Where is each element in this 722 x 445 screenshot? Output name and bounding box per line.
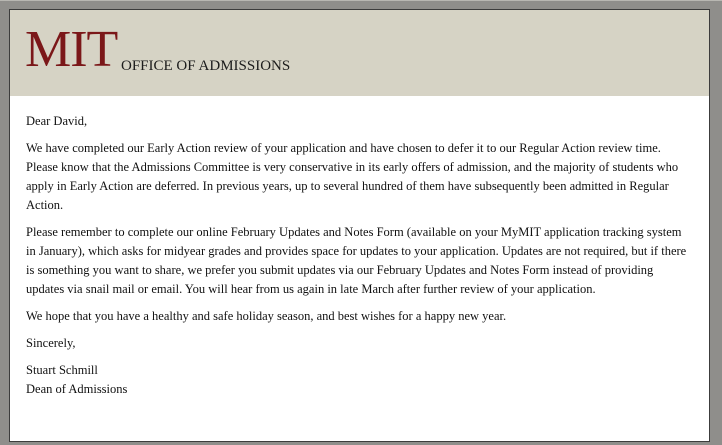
signer-name: Stuart Schmill	[26, 363, 98, 377]
paragraph-deferral: We have completed our Early Action review of your application and have chosen to defer it to our Regular Action review time. Please know that the Admissions Committee is very conservative in its early offers of admission, and the majority of students who apply in Early Action are deferred. In previous years, up to several hundred of them have subsequently been admitted in Regular Action.	[26, 141, 679, 212]
signer-title: Dean of Admissions	[26, 382, 128, 396]
paragraph-holiday-wishes: We hope that you have a healthy and safe holiday season, and best wishes for a happy new year.	[26, 309, 507, 323]
admissions-letter	[9, 9, 710, 442]
office-title: OFFICE OF ADMISSIONS	[121, 58, 291, 74]
closing: Sincerely,	[26, 336, 76, 350]
paragraph-updates-form: Please remember to complete our online February Updates and Notes Form (available on your MyMIT application tracking system in January), which asks for midyear grades and provides space for updates to your application. Updates are not required, but if there is something you want to share, we prefer you submit updates via our February Updates and Notes Form instead of providing updates via snail mail or email. You will hear from us again in late March after further review of your application.	[26, 225, 687, 296]
salutation: Dear David,	[26, 114, 88, 128]
signature-block	[26, 361, 694, 399]
letter-body	[26, 112, 694, 407]
mit-logo: MIT	[25, 21, 118, 78]
letter-header	[10, 10, 709, 96]
